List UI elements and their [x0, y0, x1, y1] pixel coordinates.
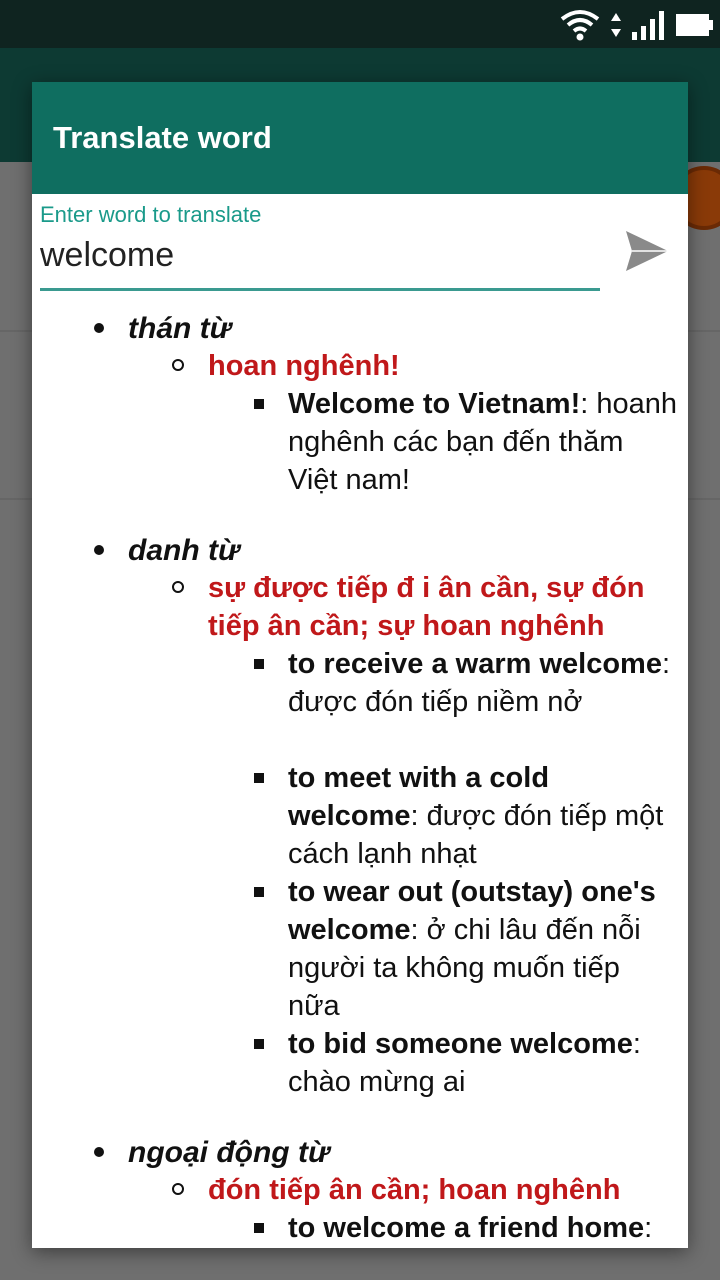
part-of-speech: ngoại động từ	[128, 1136, 330, 1169]
bullet-square	[254, 887, 264, 897]
example-translation: chào mừng ai	[288, 1066, 466, 1098]
example-item: to receive a warm welcome: được đón tiếp niềm nở	[288, 648, 671, 718]
bullet-square	[254, 1223, 264, 1233]
example-translation: ở chi lâu đến nỗi người ta không muốn tiếp nữa	[288, 914, 641, 1022]
wifi-icon	[560, 9, 600, 41]
send-icon	[624, 229, 670, 273]
example-phrase: to wear out (outstay) one's welcome	[288, 876, 656, 946]
example-translation: được đón tiếp một cách lạnh nhạt	[288, 800, 664, 870]
translate-dialog	[32, 82, 688, 1248]
example-item: to welcome a friend home:	[288, 1212, 653, 1244]
meaning-text: sự được tiếp đ i ân cần, sự đón tiếp ân cần; sự hoan nghênh	[208, 572, 645, 642]
word-input[interactable]	[40, 234, 600, 276]
meaning-text: đón tiếp ân cần; hoan nghênh	[208, 1174, 621, 1206]
bullet-disc	[94, 545, 104, 555]
example-item: to wear out (outstay) one's welcome: ở chi lâu đến nỗi người ta không muốn tiếp nữa	[288, 876, 656, 1022]
signal-icon	[632, 10, 666, 40]
part-of-speech: danh từ	[128, 534, 240, 567]
bullet-circle	[172, 359, 184, 371]
input-underline	[40, 288, 600, 291]
example-translation: hoanh nghênh các bạn đến thăm Việt nam!	[288, 388, 678, 496]
bullet-circle	[172, 581, 184, 593]
bullet-square	[254, 659, 264, 669]
example-item: to meet with a cold welcome: được đón tiếp một cách lạnh nhạt	[288, 762, 664, 870]
example-phrase: to receive a warm welcome	[288, 648, 662, 680]
example-phrase: Welcome to Vietnam!	[288, 388, 581, 420]
send-button[interactable]	[622, 226, 672, 276]
bullet-disc	[94, 323, 104, 333]
bullet-square	[254, 1039, 264, 1049]
example-phrase: to welcome a friend home	[288, 1212, 645, 1244]
bullet-square	[254, 399, 264, 409]
example-phrase: to meet with a cold welcome	[288, 762, 550, 832]
example-item: to bid someone welcome: chào mừng ai	[288, 1028, 641, 1098]
battery-icon	[676, 12, 714, 38]
bullet-disc	[94, 1147, 104, 1157]
dialog-title: Translate word	[53, 120, 272, 155]
example-item: Welcome to Vietnam!: hoanh nghênh các bạn đến thăm Việt nam!	[288, 388, 678, 496]
meaning-text: hoan nghênh!	[208, 350, 400, 382]
example-phrase: to bid someone welcome	[288, 1028, 633, 1060]
word-input-area	[32, 194, 688, 304]
input-label: Enter word to translate	[40, 202, 262, 227]
data-transfer-icon	[610, 11, 622, 39]
dialog-header	[32, 82, 688, 194]
part-of-speech: thán từ	[128, 312, 232, 345]
bullet-circle	[172, 1183, 184, 1195]
bullet-square	[254, 773, 264, 783]
example-translation: được đón tiếp niềm nở	[288, 686, 583, 718]
status-bar	[0, 0, 720, 48]
